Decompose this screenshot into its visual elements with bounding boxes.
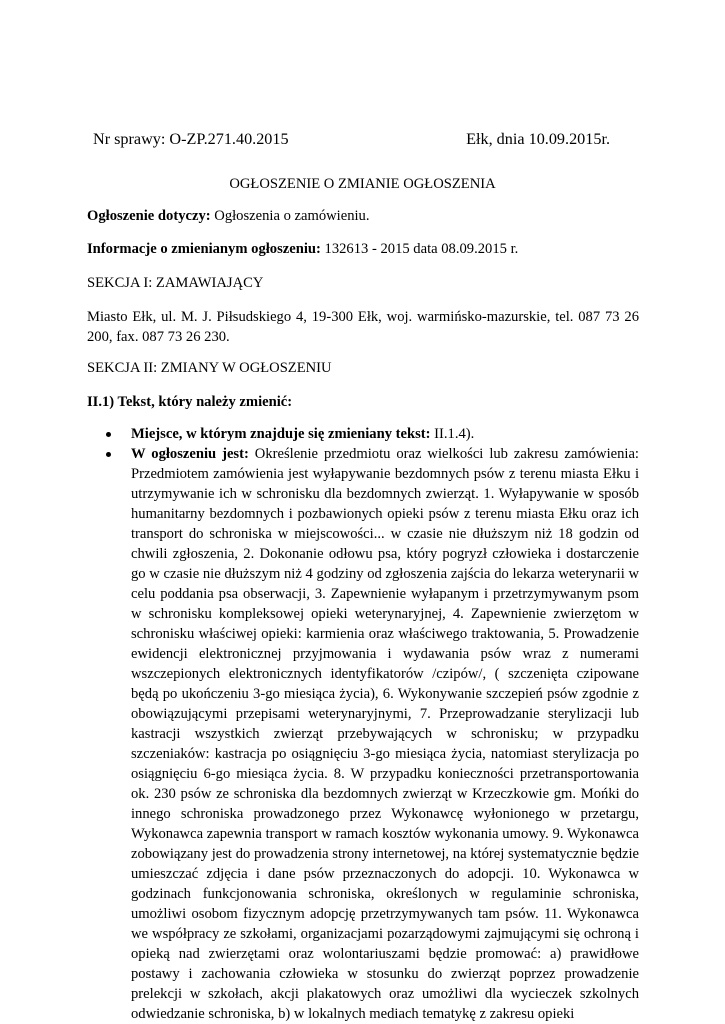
changed-notice-value: 132613 - 2015 data 08.09.2015 r. xyxy=(324,241,519,257)
place-and-date: Ełk, dnia 10.09.2015r. xyxy=(466,130,610,148)
place-value: II.1.4). xyxy=(434,426,475,442)
section-2-subheading xyxy=(87,392,292,412)
changed-notice-info xyxy=(87,239,518,259)
notice-concerns-value: Ogłoszenia o zamówieniu. xyxy=(214,208,370,224)
in-notice-text-block xyxy=(87,444,639,1022)
list-item xyxy=(87,424,639,444)
case-number: Nr sprawy: O-ZP.271.40.2015 xyxy=(93,130,289,148)
text-to-change-heading: II.1) Tekst, który należy zmienić: xyxy=(87,394,293,410)
in-notice-label: W ogłoszeniu jest: xyxy=(131,446,249,462)
notice-concerns xyxy=(87,206,370,226)
contracting-authority-address: Miasto Ełk, ul. M. J. Piłsudskiego 4, 19-300 Ełk, woj. warmińsko-mazurskie, tel. 087 73 26 200, fax. 087 73 26 230. xyxy=(87,309,639,345)
notice-concerns-label: Ogłoszenie dotyczy: xyxy=(87,208,211,224)
section-1-heading: SEKCJA I: ZAMAWIAJĄCY xyxy=(87,275,264,291)
place-label: Miejsce, w którym znajduje się zmieniany tekst: xyxy=(131,426,431,442)
bullet-icon xyxy=(106,432,111,437)
change-list xyxy=(87,424,639,444)
in-notice-text: Określenie przedmiotu oraz wielkości lub zakresu zamówienia: Przedmiotem zamówienia jest wyłapywanie bezdomnych psów z terenu miasta Ełku i utrzymywanie ich w schronisku dla bezdomnych zwierząt. 1. Wyłapywanie w sposób humanitarny bezdomnych i pozbawionych opieki psów z terenu miasta Ełku oraz ich transport do schroniska w miejscowości... w czasie nie dłuższym niż 18 godzin od chwili zgłoszenia, 2. Dokonanie odłowu psa, który pogryzł człowieka i dostarczenie go w czasie nie dłuższym niż 4 godziny od zgłoszenia zajścia do lekarza weterynarii w celu poddania psa obserwacji, 3. Zapewnienie wyłapanym i przetrzymywanym psom w schronisku kompleksowej opieki weterynaryjnej, 4. Zapewnienie zwierzętom w schronisku właściwej opieki: karmienia oraz właściwego traktowania, 5. Prowadzenie ewidencji elektronicznej przyjmowania i wydawania psów wraz z numerami wszczepionych elektronicznych identyfikatorów /czipów/, ( szczenięta czipowane będą po ukończeniu 3-go miesiąca życia), 6. Wykonywanie szczepień psów zgodnie z obowiązującymi przepisami weterynaryjnymi, 7. Przeprowadzanie sterylizacji lub kastracji wszystkich zwierząt przebywających w schronisku; w przypadku szczeniaków: kastracja po osiągnięciu 3-go miesiąca życia, natomiast sterylizacja po osiągnięciu 6-go miesiąca życia. 8. W przypadku konieczności przetransportowania ok. 230 psów ze schroniska dla bezdomnych zwierząt w Krzeczkowie gm. Mońki do innego schroniska prowadzonego przez Wykonawcę wyłonionego w przetargu, Wykonawca zapewnia transport w ramach kosztów wykonania umowy. 9. Wykonawca zobowiązany jest do prowadzenia strony internetowej, na której systematycznie będzie umieszczać zdjęcia i dane psów przeznaczonych do adopcji. 10. Wykonawca w godzinach funkcjonowania schroniska, określonych w regulaminie schroniska, umożliwi osobom fizycznym adopcję przetrzymywanych tam psów. 11. Wykonawca we współpracy ze szkołami, organizacjami pozarządowymi zajmującymi się ochroną i opieką nad zwierzętami oraz wolontariuszami będzie promować: a) prawidłowe postawy i zachowania człowieka w stosunku do zwierząt poprzez prowadzenie prelekcji w szkołach, akcji plakatowych oraz umożliwi dla wycieczek szkolnych odwiedzanie schroniska, b) w lokalnych mediach tematykę z zakresu opieki xyxy=(131,446,639,1022)
section-2-heading: SEKCJA II: ZMIANY W OGŁOSZENIU xyxy=(87,360,332,376)
document-title: OGŁOSZENIE O ZMIANIE OGŁOSZENIA xyxy=(229,176,496,192)
changed-notice-label: Informacje o zmienianym ogłoszeniu: xyxy=(87,241,321,257)
